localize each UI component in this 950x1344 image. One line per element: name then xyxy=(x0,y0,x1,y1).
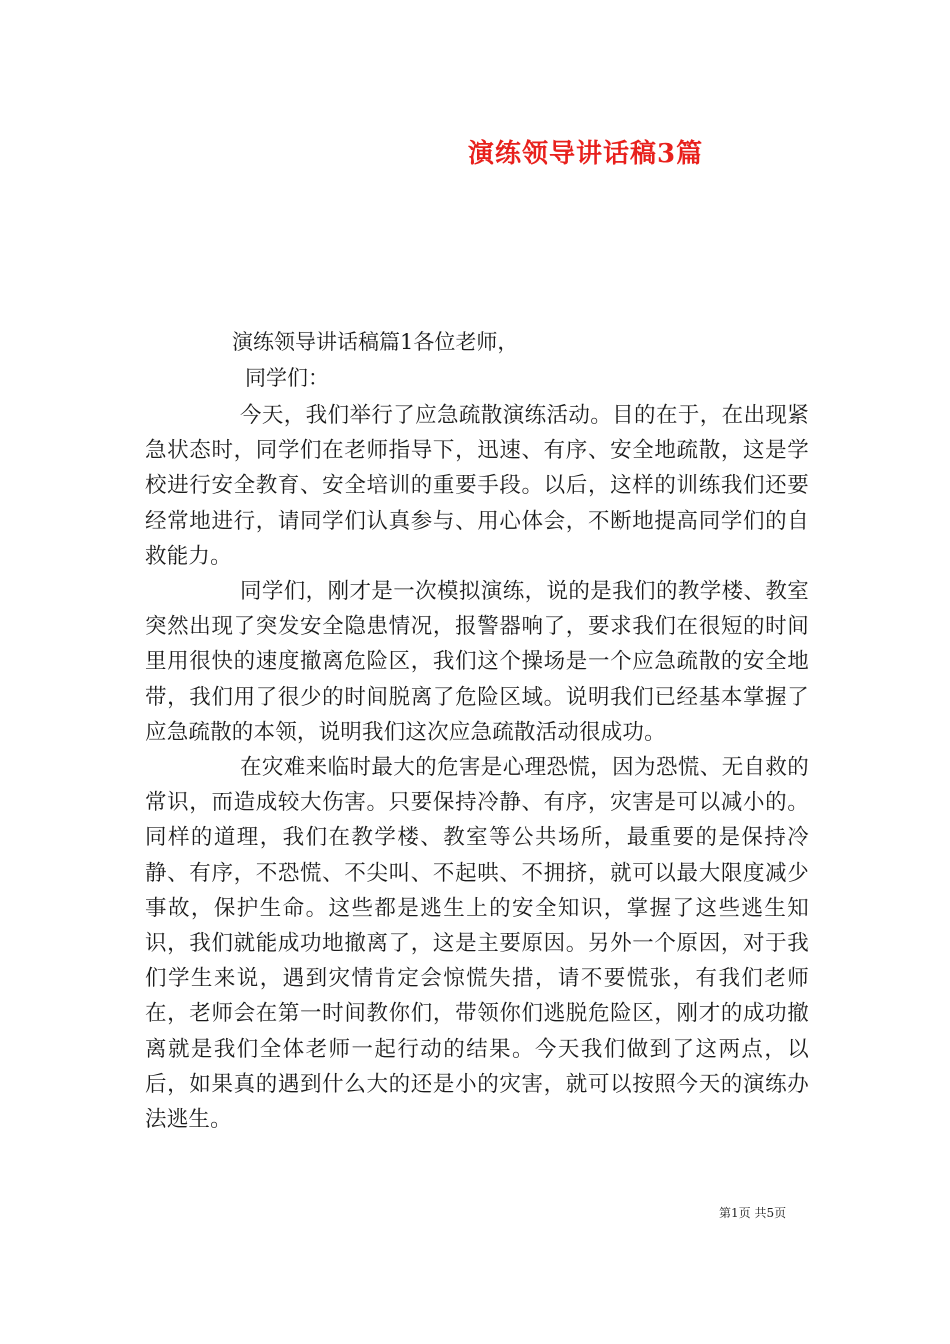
greeting-line: 同学们： xyxy=(245,366,329,390)
document-title: 演练领导讲话稿3篇 xyxy=(468,139,704,169)
body-text xyxy=(145,398,809,1137)
paragraph: 同学们，刚才是一次模拟演练，说的是我们的教学楼、教室突然出现了突发安全隐患情况，报警器响了，要求我们在很短的时间里用很快的速度撤离危险区，我们这个操场是一个应急疏散的安全地带，我们用了很少的时间脱离了危险区域。说明我们已经基本掌握了应急疏散的本领，说明我们这次应急疏散活动很成功。 xyxy=(145,579,809,745)
paragraph: 在灾难来临时最大的危害是心理恐慌，因为恐慌、无自救的常识，而造成较大伤害。只要保持冷静、有序，灾害是可以减小的。同样的道理，我们在教学楼、教室等公共场所，最重要的是保持冷静、有序，不恐慌、不尖叫、不起哄、不拥挤，就可以最大限度减少事故，保护生命。这些都是逃生上的安全知识，掌握了这些逃生知识，我们就能成功地撤离了，这是主要原因。另外一个原因，对于我们学生来说，遇到灾情肯定会惊慌失措，请不要慌张，有我们老师在，老师会在第一时间教你们，带领你们逃脱危险区，刚才的成功撤离就是我们全体老师一起行动的结果。今天我们做到了这两点，以后，如果真的遇到什么大的还是小的灾害，就可以按照今天的演练办法逃生。 xyxy=(145,755,809,1133)
paragraph: 今天，我们举行了应急疏散演练活动。目的在于，在出现紧急状态时，同学们在老师指导下，迅速、有序、安全地疏散，这是学校进行安全教育、安全培训的重要手段。以后，这样的训练我们还要经常地进行，请同学们认真参与、用心体会，不断地提高同学们的自救能力。 xyxy=(145,403,809,569)
page-footer: 第1页 共5页 xyxy=(719,1206,787,1220)
salutation-line: 演练领导讲话稿篇1各位老师， xyxy=(232,330,519,354)
